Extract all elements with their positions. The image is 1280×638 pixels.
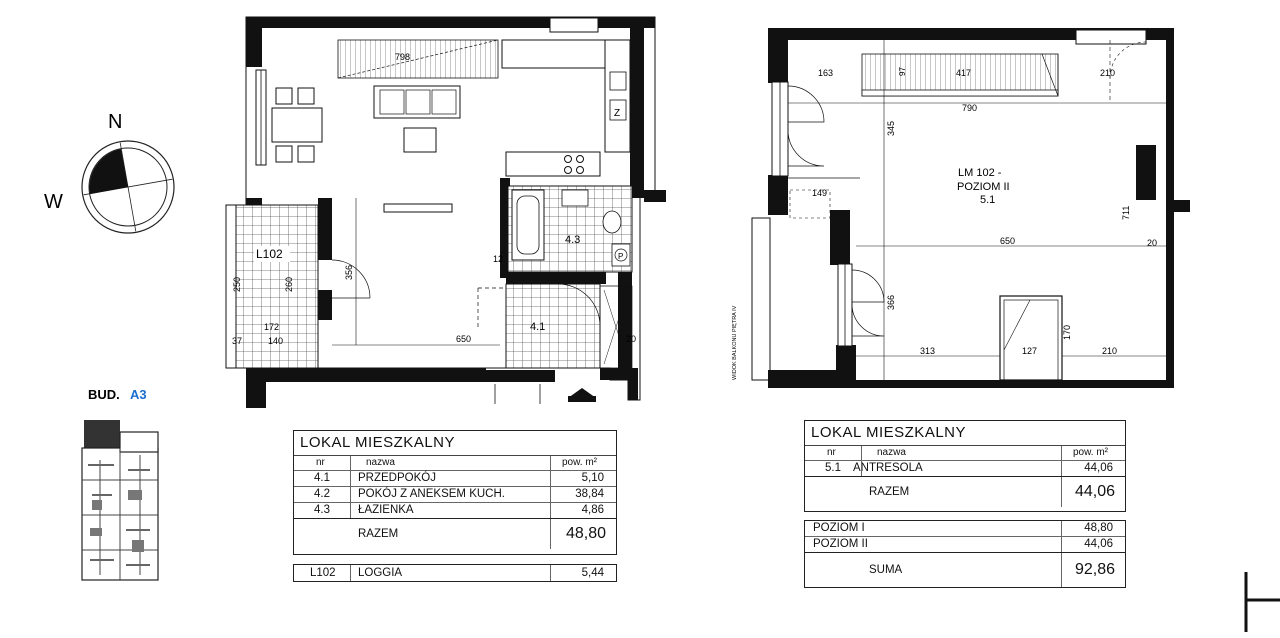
svg-text:37: 37 (232, 336, 243, 346)
svg-text:20: 20 (626, 334, 637, 344)
building-key-plan (82, 387, 158, 580)
svg-text:12: 12 (493, 254, 504, 264)
svg-text:250: 250 (232, 276, 242, 292)
levels-summary (804, 520, 1126, 588)
svg-text:790: 790 (962, 103, 978, 113)
loggia-row: L102 LOGGIA 5,44 (293, 564, 617, 582)
svg-text:356: 356 (344, 264, 354, 280)
compass (44, 111, 174, 233)
header-nazwa: nazwa (877, 447, 906, 458)
table-header-row (805, 446, 1125, 461)
svg-text:170: 170 (1062, 324, 1072, 340)
area-table-level-2 (804, 420, 1126, 512)
svg-text:210: 210 (1100, 68, 1116, 78)
table-row: 5.1 ANTRESOLA 44,06 (805, 461, 1125, 477)
total-label: RAZEM (869, 486, 910, 498)
table-row: 4.1 PRZEDPOKÓJ 5,10 (294, 471, 616, 487)
table-total-row (805, 477, 1125, 507)
svg-text:127: 127 (1022, 346, 1038, 356)
compass-west-label: W (44, 191, 63, 213)
svg-text:345: 345 (886, 120, 896, 136)
header-nr: nr (316, 457, 325, 468)
svg-text:210: 210 (1102, 346, 1118, 356)
floor-plan-level-1 (226, 17, 666, 408)
svg-text:798: 798 (395, 52, 411, 62)
svg-text:Z: Z (614, 108, 621, 119)
balcony-view-note: WIDOK BALKONU PIĘTRA IV (732, 305, 738, 380)
sum-label: SUMA (869, 564, 903, 576)
header-nazwa: nazwa (366, 457, 395, 468)
svg-text:711: 711 (1121, 205, 1131, 220)
table-total-row (294, 519, 616, 549)
total-value: 48,80 (565, 525, 606, 542)
sum-value: 92,86 (1074, 561, 1115, 578)
building-code: A3 (130, 387, 147, 402)
apartment-label-line1: LM 102 - (958, 167, 1002, 179)
svg-text:163: 163 (818, 68, 834, 78)
table-title: LOKAL MIESZKALNY (294, 431, 616, 456)
svg-text:313: 313 (920, 346, 936, 356)
floor-plan-level-2 (732, 28, 1190, 388)
svg-text:650: 650 (1000, 236, 1016, 246)
svg-text:20: 20 (1147, 238, 1158, 248)
svg-text:650: 650 (456, 334, 472, 344)
table-row: 4.3 ŁAZIENKA 4,86 (294, 503, 616, 519)
building-prefix: BUD. (88, 387, 120, 402)
apartment-label-line3: 5.1 (980, 194, 996, 206)
table-title: LOKAL MIESZKALNY (805, 421, 1125, 446)
compass-north-label: N (108, 111, 123, 133)
header-nr: nr (827, 447, 836, 458)
svg-text:260: 260 (284, 276, 294, 292)
total-value: 44,06 (1074, 483, 1115, 500)
room-label-loggia: L102 (256, 247, 283, 261)
svg-text:149: 149 (812, 188, 828, 198)
svg-text:140: 140 (268, 336, 284, 346)
compass-needle-icon (89, 149, 128, 194)
svg-text:417: 417 (956, 68, 972, 78)
area-table-level-1 (293, 430, 617, 555)
table-header-row (294, 456, 616, 471)
level-row: POZIOM I 48,80 (805, 521, 1125, 537)
room-label-4-3: 4.3 (565, 234, 581, 246)
total-label: RAZEM (358, 528, 399, 540)
svg-text:97: 97 (898, 67, 907, 76)
level-row: POZIOM II 44,06 (805, 537, 1125, 553)
header-pow: pow. m² (562, 457, 598, 468)
table-row: 4.2 POKÓJ Z ANEKSEM KUCH. 38,84 (294, 487, 616, 503)
sum-row (805, 553, 1125, 587)
svg-text:172: 172 (264, 322, 280, 332)
svg-text:366: 366 (886, 294, 896, 310)
header-pow: pow. m² (1073, 447, 1109, 458)
svg-text:P: P (618, 252, 624, 261)
apartment-label-line2: POZIOM II (957, 181, 1010, 193)
room-label-4-1: 4.1 (530, 321, 546, 333)
